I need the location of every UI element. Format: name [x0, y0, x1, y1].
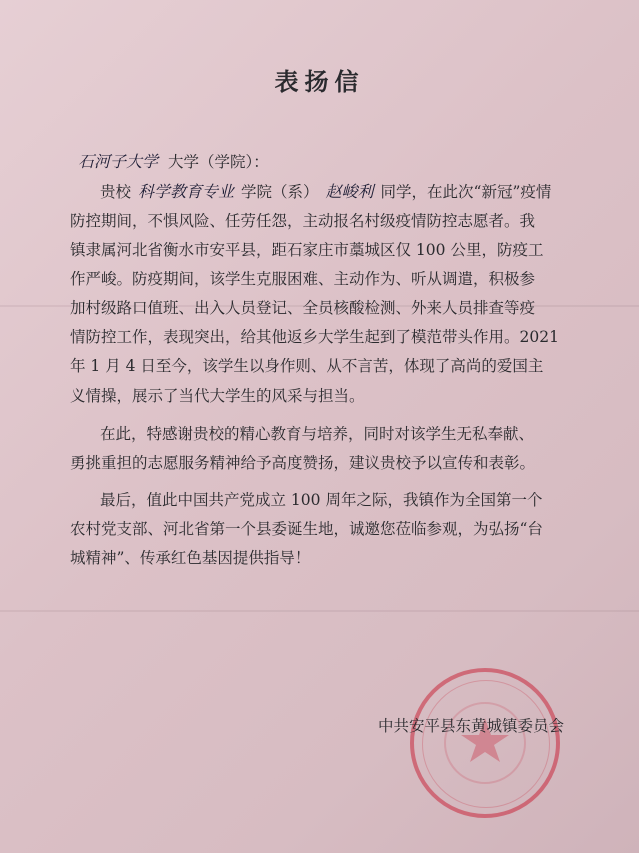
- para1-suffix: 同学，在此次“新冠”疫情: [380, 183, 552, 201]
- student-name-handwritten: 赵峻利: [325, 182, 374, 201]
- seal-ring-icon: [414, 672, 556, 814]
- university-handwritten: 石河子大学: [77, 152, 158, 171]
- para2-line: 勇挑重担的志愿服务精神给予高度赞扬，建议贵校予以宣传和表彰。: [70, 454, 536, 472]
- para1-mid: 学院（系）: [241, 183, 319, 201]
- salutation-printed: 大学（学院）：: [168, 153, 269, 171]
- para3-line: 农村党支部、河北省第一个县委诞生地，诚邀您莅临参观，为弘扬“台: [70, 520, 543, 538]
- salutation: [68, 152, 598, 172]
- official-seal: [410, 668, 560, 818]
- para1-line: 加村级路口值班、出入人员登记、全员核酸检测、外来人员排查等疫: [70, 299, 536, 317]
- para2-line: 在此，特感谢贵校的精心教育与培养，同时对该学生无私奉献、: [100, 425, 535, 443]
- para1-line: 作严峻。防疫期间，该学生克服困难、主动作为、听从调遣，积极参: [70, 270, 536, 288]
- letter-title: 表扬信: [274, 67, 365, 96]
- para1-line: 年 1 月 4 日至今，该学生以身作则、从不言苦，体现了高尚的爱国主: [70, 357, 544, 375]
- college-handwritten: 科学教育专业: [138, 182, 235, 201]
- para1-line1: [100, 182, 600, 202]
- paper-fold: [0, 610, 639, 612]
- para1-line: 镇隶属河北省衡水市安平县，距石家庄市藁城区仅 100 公里，防疫工: [70, 241, 544, 259]
- para1-prefix: 贵校: [100, 183, 132, 201]
- para1-line: 义情操，展示了当代大学生的风采与担当。: [70, 387, 365, 405]
- para1-line: 情防控工作，表现突出，给其他返乡大学生起到了模范带头作用。2021: [70, 328, 559, 346]
- para3-line: 最后，值此中国共产党成立 100 周年之际，我镇作为全国第一个: [100, 491, 543, 509]
- para1-line: 防控期间，不惧风险、任劳任怨，主动报名村级疫情防控志愿者。我: [70, 212, 536, 230]
- para3-line: 城精神”、传承红色基因提供指导！: [70, 549, 311, 567]
- signature-organization: 中共安平县东黄城镇委员会: [378, 717, 565, 735]
